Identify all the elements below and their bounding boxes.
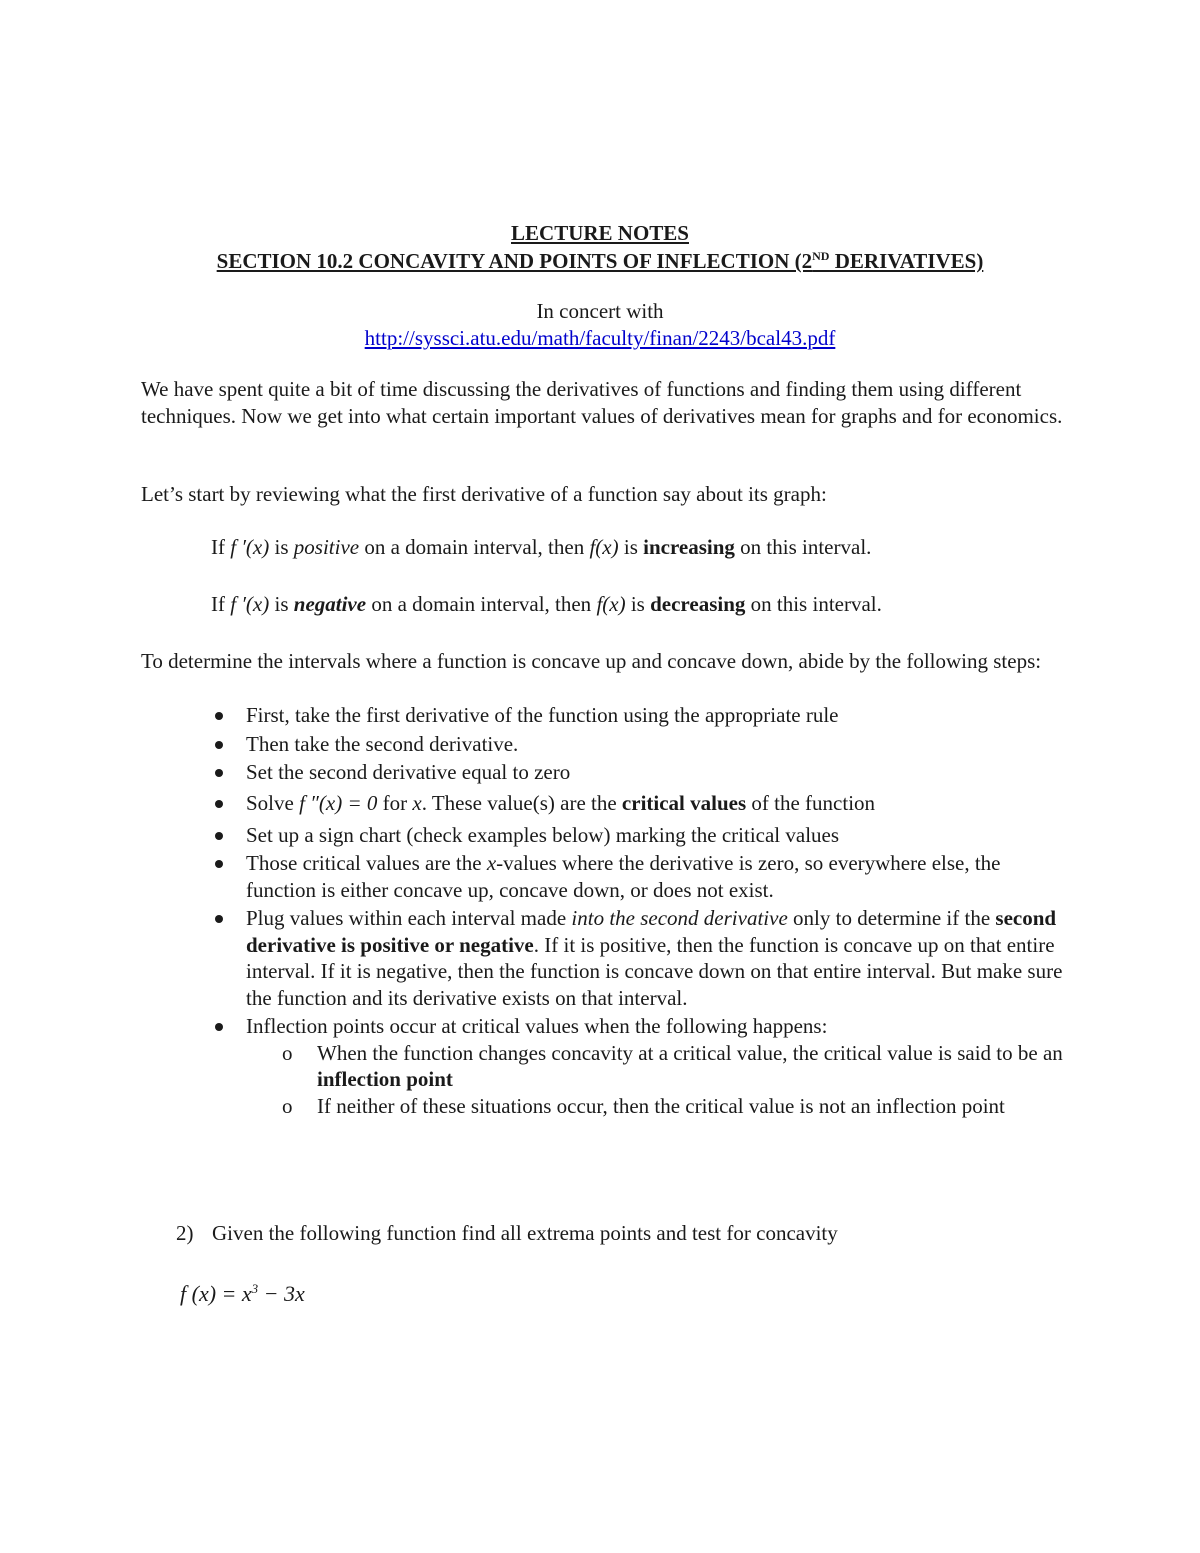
step-text: for [377, 790, 413, 815]
rule-mid: on a domain interval, then [359, 535, 590, 559]
bullet-icon [215, 832, 223, 840]
rule-sign: positive [293, 535, 360, 559]
rule-end: on this interval. [745, 592, 882, 616]
second-derivative-expr: f ″(x) = 0 [299, 790, 378, 815]
steps-intro: To determine the intervals where a function is concave up and concave down, abide by the following steps: [141, 649, 1042, 673]
problem-statement [176, 1220, 838, 1247]
rule-is2: is [618, 535, 644, 559]
bullet-icon [215, 741, 223, 749]
intro-paragraph: We have spent quite a bit of time discussing the derivatives of functions and finding them using different techniques. Now we get into what certain important values of derivatives mean for graphs and for economics. [141, 377, 1063, 428]
step-text: Plug values within each interval made [246, 906, 572, 930]
list-item [246, 1013, 1066, 1119]
step-text: Set up a sign chart (check examples below) marking the critical values [246, 822, 840, 847]
circle-bullet-icon: o [282, 1040, 293, 1065]
step-text: . If it is positive, then the function is concave up on that entire interval. If it is negative, then the function is concave down on that entire interval. But make sure the function and its derivative exists on that interval. [246, 932, 1063, 1010]
rule-result: decreasing [650, 592, 746, 616]
rule-result: increasing [643, 535, 735, 559]
review-paragraph: Let’s start by reviewing what the first derivative of a function say about its graph: [141, 482, 827, 506]
step-text: Solve [246, 790, 300, 815]
page-title: LECTURE NOTES [511, 221, 689, 245]
step-text: only to determine if the [787, 906, 996, 930]
rule-positive [211, 534, 1071, 561]
step-text: of the function [746, 790, 876, 815]
first-derivative-expr: f ′(x) [230, 535, 270, 559]
circle-bullet-icon: o [282, 1093, 293, 1118]
rule-negative [211, 591, 1071, 618]
step-text: -values where the derivative is zero, so everywhere else, the function is either concave up, concave down, or does not exist. [246, 851, 1001, 902]
function-rest: − 3x [258, 1281, 305, 1306]
step-text: First, take the first derivative of the function using the appropriate rule [246, 703, 839, 727]
step-text: . These value(s) are the [421, 790, 622, 815]
list-item [246, 850, 1066, 903]
list-item [246, 731, 1066, 758]
rule-fx: f(x) [589, 535, 619, 559]
list-item [246, 788, 1066, 818]
list-item [246, 905, 1066, 1011]
section-title-end: DERIVATIVES) [829, 249, 984, 273]
step-text: When the function changes concavity at a critical value, the critical value is said to be an [317, 1040, 1063, 1065]
step-text: Inflection points occur at critical values when the following happens: [246, 1014, 828, 1038]
section-title [140, 247, 1060, 275]
step-text: Set the second derivative equal to zero [246, 760, 571, 784]
function-exponent: 3 [251, 1281, 259, 1296]
critical-values-term: critical values [621, 790, 747, 815]
bullet-icon [215, 800, 223, 808]
function-base: f (x) = x [180, 1281, 252, 1306]
problem-number: 2) [176, 1221, 194, 1245]
problem-text: Given the following function find all extrema points and test for concavity [212, 1221, 838, 1245]
first-derivative-expr: f ′(x) [230, 592, 270, 616]
step-emphasis: into the second derivative [571, 906, 788, 930]
step-text: If neither of these situations occur, then the critical value is not an inflection point [317, 1093, 1005, 1118]
list-item [246, 759, 1066, 786]
step-bold: second derivative is positive or negative [246, 906, 1057, 957]
section-title-main: SECTION 10.2 CONCAVITY AND POINTS OF INFLECTION (2 [216, 249, 813, 273]
inflection-point-term: inflection point [317, 1067, 453, 1091]
section-title-sup: ND [812, 249, 830, 263]
variable-x: x [486, 851, 497, 875]
bullet-icon [215, 915, 223, 923]
steps-list [246, 702, 1066, 1119]
step-text: Then take the second derivative. [246, 731, 519, 756]
bullet-icon [215, 860, 223, 868]
list-item [282, 1093, 1066, 1120]
rule-if: If [211, 535, 231, 559]
step-text: Those critical values are the [246, 851, 487, 875]
list-item [246, 702, 1066, 729]
rule-end: on this interval. [734, 535, 872, 559]
rule-is: is [269, 592, 294, 616]
list-item [246, 822, 1066, 849]
function-expression [180, 1281, 305, 1308]
rule-mid: on a domain interval, then [366, 592, 597, 616]
variable-x: x [412, 790, 422, 815]
source-link[interactable]: http://syssci.atu.edu/math/faculty/finan/2243/bcal43.pdf [364, 325, 836, 350]
lecture-heading [140, 219, 1060, 275]
bullet-icon [215, 1023, 223, 1031]
rule-fx: f(x) [596, 592, 626, 616]
rule-is: is [269, 535, 294, 559]
inflection-sublist [246, 1040, 1066, 1120]
rule-sign: negative [293, 592, 367, 616]
rule-is2: is [625, 592, 651, 616]
source-label: In concert with [536, 299, 664, 323]
source-reference [140, 298, 1060, 351]
bullet-icon [215, 769, 223, 777]
bullet-icon [215, 712, 223, 720]
list-item [282, 1040, 1066, 1093]
rule-if: If [211, 592, 231, 616]
